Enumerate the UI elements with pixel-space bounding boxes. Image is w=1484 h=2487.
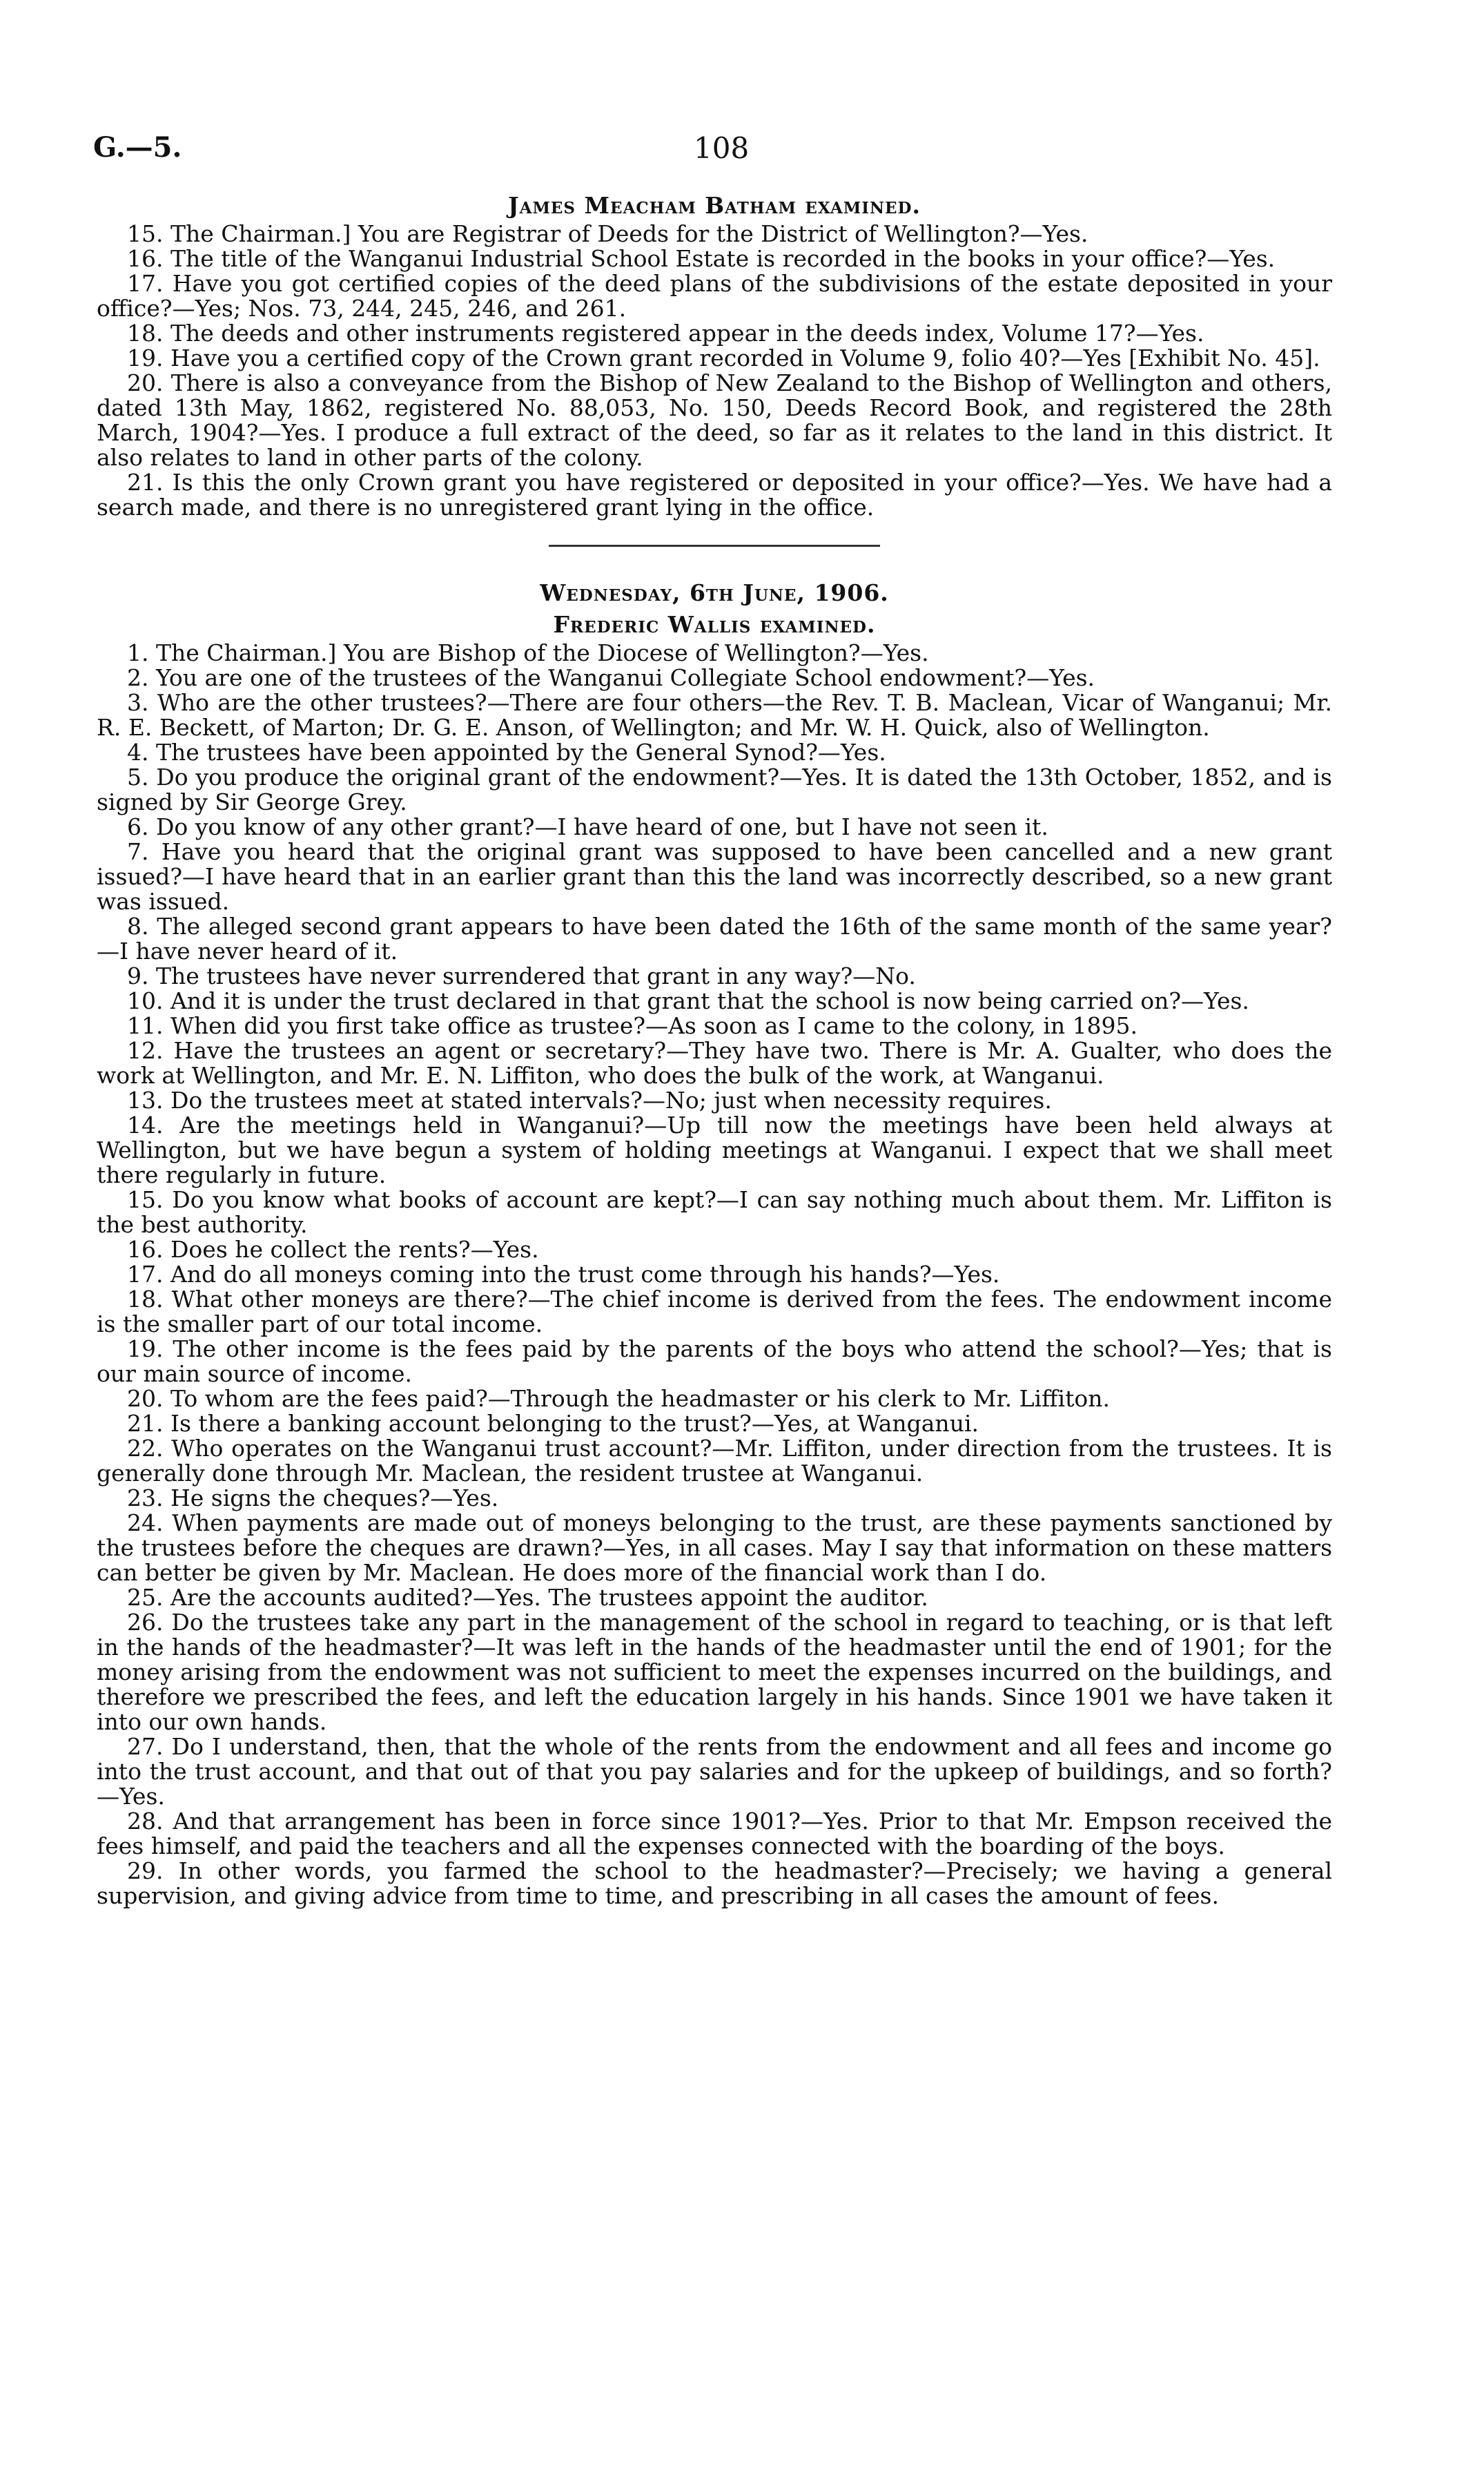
question-paragraph: 15. The Chairman.] You are Registrar of Deeds for the District of Wellington?—Yes. (127, 220, 1088, 247)
page-number: 108 (694, 131, 750, 165)
question-paragraph: 5. Do you produce the original grant of the endowment?—Yes. It is dated the 13th October, 1852, and is signed by Sir George Grey. (97, 764, 1332, 815)
date-heading: Wednesday, 6th June, 1906. (540, 579, 889, 606)
section-divider (549, 545, 880, 547)
question-paragraph: 21. Is this the only Crown grant you have registered or deposited in your office?—Yes. We have had a search made, and there is no unregistered grant lying in the office. (97, 469, 1332, 521)
document-body (97, 190, 1332, 1908)
question-paragraph: 16. The title of the Wanganui Industrial School Estate is recorded in the books in your office?—Yes. (127, 245, 1276, 272)
question-paragraph: 27. Do I understand, then, that the whole of the rents from the endowment and all fees and income go into the trust account, and that out of that you pay salaries and for the upkeep of buildings, and so forth?—Yes. (97, 1733, 1332, 1810)
question-paragraph: 20. To whom are the fees paid?—Through the headmaster or his clerk to Mr. Liffiton. (127, 1385, 1110, 1412)
question-paragraph: 23. He signs the cheques?—Yes. (127, 1484, 499, 1511)
question-paragraph: 8. The alleged second grant appears to have been dated the 16th of the same month of the same year?—I have never heard of it. (97, 913, 1332, 965)
question-paragraph: 2. You are one of the trustees of the Wanganui Collegiate School endowment?—Yes. (127, 664, 1095, 691)
question-paragraph: 28. And that arrangement has been in force since 1901?—Yes. Prior to that Mr. Empson received the fees himself, and paid the teachers and all the expenses connected with the boarding of the boys. (97, 1808, 1332, 1859)
question-paragraph: 13. Do the trustees meet at stated intervals?—No; just when necessity requires. (127, 1087, 1052, 1114)
question-paragraph: 17. Have you got certified copies of the deed plans of the subdivisions of the estate deposited in your office?—Yes; Nos. 73, 244, 245, 246, and 261. (97, 270, 1332, 322)
witness-heading-batham: James Meacham Batham examined. (507, 192, 921, 219)
question-paragraph: 9. The trustees have never surrendered that grant in any way?—No. (127, 962, 916, 989)
question-paragraph: 7. Have you heard that the original grant was supposed to have been cancelled and a new grant issued?—I have heard that in an earlier grant than this the land was incorrectly described, so a new grant was issued. (97, 838, 1332, 915)
page-header (93, 131, 1336, 173)
question-paragraph: 6. Do you know of any other grant?—I have heard of one, but I have not seen it. (127, 813, 1048, 840)
question-paragraph: 18. What other moneys are there?—The chief income is derived from the fees. The endowment income is the smaller part of our total income. (97, 1286, 1332, 1337)
question-paragraph: 1. The Chairman.] You are Bishop of the Diocese of Wellington?—Yes. (127, 639, 929, 666)
question-paragraph: 11. When did you first take office as trustee?—As soon as I came to the colony, in 1895. (127, 1012, 1138, 1039)
document-reference: G.—5. (93, 131, 182, 164)
question-paragraph: 22. Who operates on the Wanganui trust account?—Mr. Liffiton, under direction from the trustees. It is generally done through Mr. Maclean, the resident trustee at Wanganui. (97, 1435, 1332, 1487)
question-paragraph: 3. Who are the other trustees?—There are four others—the Rev. T. B. Maclean, Vicar of Wanganui; Mr. R. E. Beckett, of Marton; Dr. G. E. Anson, of Wellington; and Mr. W. H. Quick, also of Wellington. (97, 689, 1332, 741)
question-paragraph: 16. Does he collect the rents?—Yes. (127, 1236, 539, 1263)
question-paragraph: 19. Have you a certified copy of the Crown grant recorded in Volume 9, folio 40?—Yes [Exhibit No. 45]. (127, 345, 1320, 371)
question-paragraph: 4. The trustees have been appointed by the General Synod?—Yes. (127, 739, 886, 766)
question-paragraph: 26. Do the trustees take any part in the management of the school in regard to teaching, or is that left in the hands of the headmaster?—It was left in the hands of the headmaster until the end of 1901; for the money arising from the endowment was not sufficient to meet the expenses incurred on the buildings, and therefore we prescribed the fees, and left the education largely in his hands. Since 1901 we have taken it into our own hands. (97, 1609, 1332, 1735)
witness-heading-wallis: Frederic Wallis examined. (553, 611, 876, 638)
question-paragraph: 21. Is there a banking account belonging to the trust?—Yes, at Wanganui. (127, 1410, 979, 1437)
question-paragraph: 17. And do all moneys coming into the trust come through his hands?—Yes. (127, 1261, 1000, 1288)
question-paragraph: 24. When payments are made out of moneys belonging to the trust, are these payments sanctioned by the trustees before the cheques are drawn?—Yes, in all cases. May I say that information on these matters can better be given by Mr. Maclean. He does more of the financial work than I do. (97, 1509, 1332, 1586)
question-paragraph: 19. The other income is the fees paid by the parents of the boys who attend the school?—Yes; that is our main source of income. (97, 1335, 1332, 1387)
question-paragraph: 15. Do you know what books of account are kept?—I can say nothing much about them. Mr. Liffiton is the best authority. (97, 1186, 1332, 1238)
question-paragraph: 25. Are the accounts audited?—Yes. The trustees appoint the auditor. (127, 1584, 928, 1611)
question-paragraph: 29. In other words, you farmed the school to the headmaster?—Precisely; we having a general supervision, and giving advice from time to time, and prescribing in all cases the amount of fees. (97, 1857, 1332, 1909)
question-paragraph: 10. And it is under the trust declared in that grant that the school is now being carried on?—Yes. (127, 987, 1249, 1014)
question-paragraph: 12. Have the trustees an agent or secretary?—They have two. There is Mr. A. Gualter, who does the work at Wellington, and Mr. E. N. Liffiton, who does the bulk of the work, at Wanganui. (97, 1037, 1332, 1089)
question-paragraph: 14. Are the meetings held in Wanganui?—Up till now the meetings have been held always at Wellington, but we have begun a system of holding meetings at Wanganui. I expect that we shall meet there regularly in future. (97, 1112, 1332, 1188)
question-paragraph: 20. There is also a conveyance from the Bishop of New Zealand to the Bishop of Wellington and others, dated 13th May, 1862, registered No. 88,053, No. 150, Deeds Record Book, and registered the 28th March, 1904?—Yes. I produce a full extract of the deed, so far as it relates to the land in this district. It also relates to land in other parts of the colony. (97, 369, 1332, 471)
question-paragraph: 18. The deeds and other instruments registered appear in the deeds index, Volume 17?—Yes. (127, 320, 1204, 347)
